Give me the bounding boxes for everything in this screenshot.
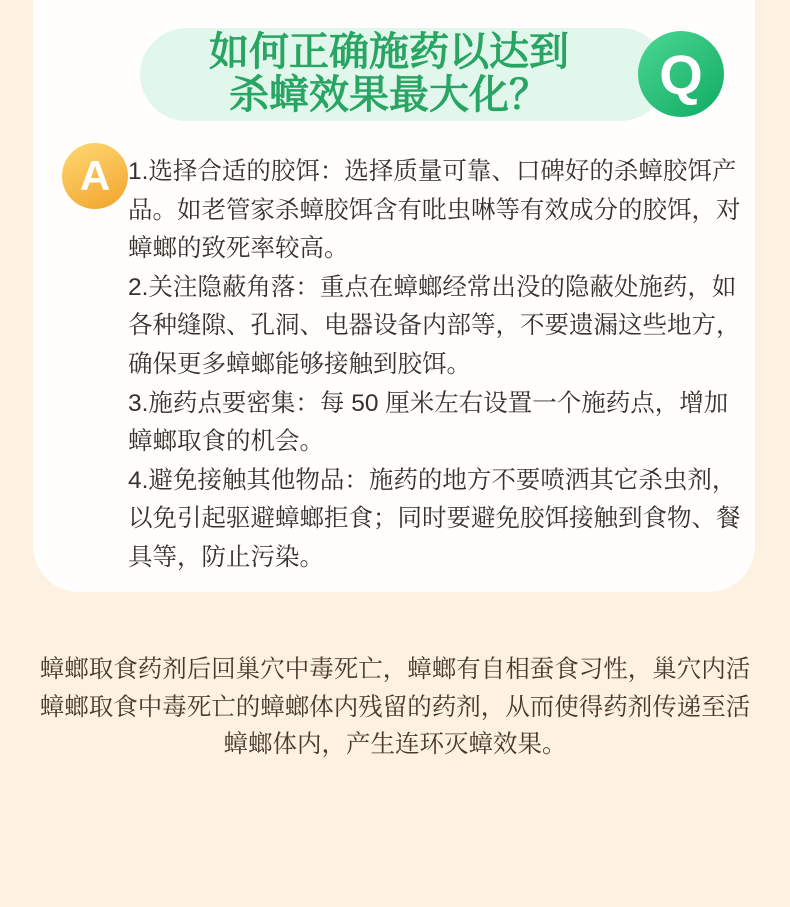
question-pill <box>140 28 667 121</box>
question-title <box>140 31 638 117</box>
answer-line: 3.施药点要密集：每 50 厘米左右设置一个施药点，增加 <box>128 389 729 417</box>
question-badge <box>638 31 724 117</box>
answer-line: 确保更多蟑螂能够接触到胶饵。 <box>128 350 471 378</box>
answer-line: 具等，防止污染。 <box>128 543 324 571</box>
answer-line: 各种缝隙、孔洞、电器设备内部等，不要遗漏这些地方， <box>128 312 741 340</box>
answer-line: 品。如老管家杀蟑胶饵含有吡虫啉等有效成分的胶饵，对 <box>128 196 741 224</box>
footer-note <box>0 651 790 764</box>
answer-text <box>128 153 743 578</box>
answer-line: 以免引起驱避蟑螂拒食；同时要避免胶饵接触到食物、餐 <box>128 505 741 533</box>
answer-line: 2.关注隐蔽角落：重点在蟑螂经常出没的隐蔽处施药，如 <box>128 273 737 301</box>
answer-line: 蟑螂的致死率较高。 <box>128 235 349 263</box>
answer-badge-label: A <box>79 152 111 199</box>
question-title-line: 杀蟑效果最大化？ <box>229 73 549 117</box>
answer-line: 4.避免接触其他物品：施药的地方不要喷洒其它杀虫剂， <box>128 466 737 494</box>
question-title-line: 如何正确施药以达到 <box>209 30 569 74</box>
footer-note-line: 蟑螂体内，产生连环灭蟑效果。 <box>223 731 567 759</box>
answer-badge <box>62 143 128 209</box>
footer-note-line: 蟑螂取食药剂后回巢穴中毒死亡，蟑螂有自相蚕食习性，巢穴内活 <box>39 656 751 683</box>
answer-line: 1.选择合适的胶饵：选择质量可靠、口碑好的杀蟑胶饵产 <box>128 158 737 185</box>
qa-card <box>33 0 755 592</box>
answer-line: 蟑螂取食的机会。 <box>128 428 324 456</box>
footer-note-line: 蟑螂取食中毒死亡的蟑螂体内残留的药剂，从而使得药剂传递至活 <box>39 693 751 721</box>
question-badge-label: Q <box>659 42 703 106</box>
